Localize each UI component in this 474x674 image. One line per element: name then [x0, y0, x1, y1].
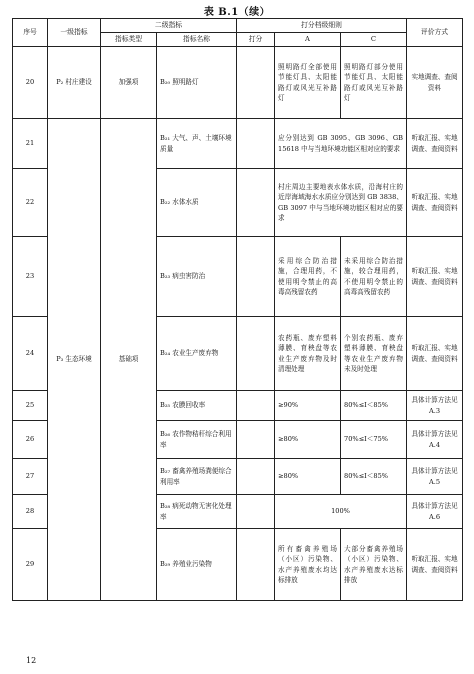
seq-cell: 26 [13, 421, 48, 459]
eval-cell: 听取汇报、实地调查、查阅资料 [407, 169, 463, 237]
name-cell: B₂₇ 畜禽养殖场粪便综合利用率 [157, 459, 237, 495]
grade-c-cell: 个别农药瓶、废弃塑料薄膜、育秧盘等农业生产废弃物未及时处理 [341, 317, 407, 391]
score-cell [237, 391, 275, 421]
score-cell [237, 421, 275, 459]
header-score: 打分 [237, 33, 275, 47]
eval-cell: 具体计算方法见 A.3 [407, 391, 463, 421]
score-cell [237, 529, 275, 601]
grade-c-cell: 照明路灯部分使用节能灯具、太阳能路灯或风光互补路灯 [341, 47, 407, 119]
eval-cell: 具体计算方法见 A.6 [407, 495, 463, 529]
name-cell: B₂₀ 照明路灯 [157, 47, 237, 119]
grade-a-cell: 所有畜禽养殖场（小区）污染物、水产养殖废水均达标排放 [275, 529, 341, 601]
eval-cell: 听取汇报、实地调查、查阅资料 [407, 119, 463, 169]
table-row [13, 119, 463, 169]
header-grading: 打分档级细则 [237, 19, 407, 33]
header-col-a: A [275, 33, 341, 47]
grade-a-cell: 照明路灯全部使用节能灯具、太阳能路灯或风光互补路灯 [275, 47, 341, 119]
header-evaluation: 评价方式 [407, 19, 463, 47]
name-cell: B₂₈ 病死动物无害化处理率 [157, 495, 237, 529]
score-cell [237, 47, 275, 119]
grade-a-cell: ≥80% [275, 421, 341, 459]
header-level1: 一级指标 [48, 19, 101, 47]
score-cell [237, 169, 275, 237]
score-cell [237, 317, 275, 391]
grade-a-cell: ≥80% [275, 459, 341, 495]
grade-c-cell: 80%≤I＜85% [341, 459, 407, 495]
seq-cell: 28 [13, 495, 48, 529]
eval-cell: 具体计算方法见 A.4 [407, 421, 463, 459]
grade-a-cell: 采用综合防治措施，合理用药，不使用明令禁止的高毒高残留农药 [275, 237, 341, 317]
eval-cell: 具体计算方法见 A.5 [407, 459, 463, 495]
score-cell [237, 459, 275, 495]
seq-cell: 25 [13, 391, 48, 421]
type-cell: 基础项 [101, 119, 157, 601]
name-cell: B₂₃ 病虫害防治 [157, 237, 237, 317]
name-cell: B₂₉ 养殖业污染物 [157, 529, 237, 601]
name-cell: B₂₄ 农业生产废弃物 [157, 317, 237, 391]
seq-cell: 27 [13, 459, 48, 495]
seq-cell: 24 [13, 317, 48, 391]
table-title: 表 B.1（续） [203, 7, 271, 18]
table-row [13, 47, 463, 119]
eval-cell: 听取汇报、实地调查、查阅资料 [407, 237, 463, 317]
indicator-table [12, 18, 463, 601]
eval-cell: 实地调查、查阅资料 [407, 47, 463, 119]
name-cell: B₂₅ 农膜回收率 [157, 391, 237, 421]
grade-a-cell: ≥90% [275, 391, 341, 421]
grade-c-cell: 未采用综合防治措施，较合理用药，不使用明令禁止的高毒高残留农药 [341, 237, 407, 317]
grade-c-cell: 大部分畜禽养殖场（小区）污染物、水产养殖废水达标排放 [341, 529, 407, 601]
header-col-c: C [341, 33, 407, 47]
score-cell [237, 495, 275, 529]
seq-cell: 22 [13, 169, 48, 237]
seq-cell: 20 [13, 47, 48, 119]
name-cell: B₂₆ 农作物秸秆综合利用率 [157, 421, 237, 459]
eval-cell: 听取汇报、实地调查、查阅资料 [407, 317, 463, 391]
eval-cell: 听取汇报、实地调查、查阅资料 [407, 529, 463, 601]
grade-ac-cell: 村庄周边主要地表水体水质，沿海村庄的近岸海域海水水质应分别达到 GB 3838、GB 3097 中与当地环境功能区相对应的要求 [275, 169, 407, 237]
level1-cell: P₃ 生态环境 [48, 119, 101, 601]
seq-cell: 23 [13, 237, 48, 317]
header-level2-name: 指标名称 [157, 33, 237, 47]
seq-cell: 21 [13, 119, 48, 169]
level1-cell: P₂ 村庄建设 [48, 47, 101, 119]
header-seq: 序号 [13, 19, 48, 47]
grade-c-cell: 70%≤I＜75% [341, 421, 407, 459]
grade-c-cell: 80%≤I＜85% [341, 391, 407, 421]
header-row-1 [13, 19, 463, 33]
type-cell: 加强项 [101, 47, 157, 119]
header-level2: 二级指标 [101, 19, 237, 33]
grade-a-cell: 农药瓶、废弃塑料薄膜、育秧盘等农业生产废弃物及时清理处理 [275, 317, 341, 391]
score-cell [237, 237, 275, 317]
score-cell [237, 119, 275, 169]
seq-cell: 29 [13, 529, 48, 601]
page-number: 12 [26, 656, 37, 665]
grade-ac-cell: 应分别达到 GB 3095、GB 3096、GB 15618 中与当地环境功能区相对应的要求 [275, 119, 407, 169]
name-cell: B₂₂ 水体水质 [157, 169, 237, 237]
header-level2-type: 指标类型 [101, 33, 157, 47]
grade-ac-cell: 100% [275, 495, 407, 529]
name-cell: B₂₁ 大气、声、土壤环境质量 [157, 119, 237, 169]
